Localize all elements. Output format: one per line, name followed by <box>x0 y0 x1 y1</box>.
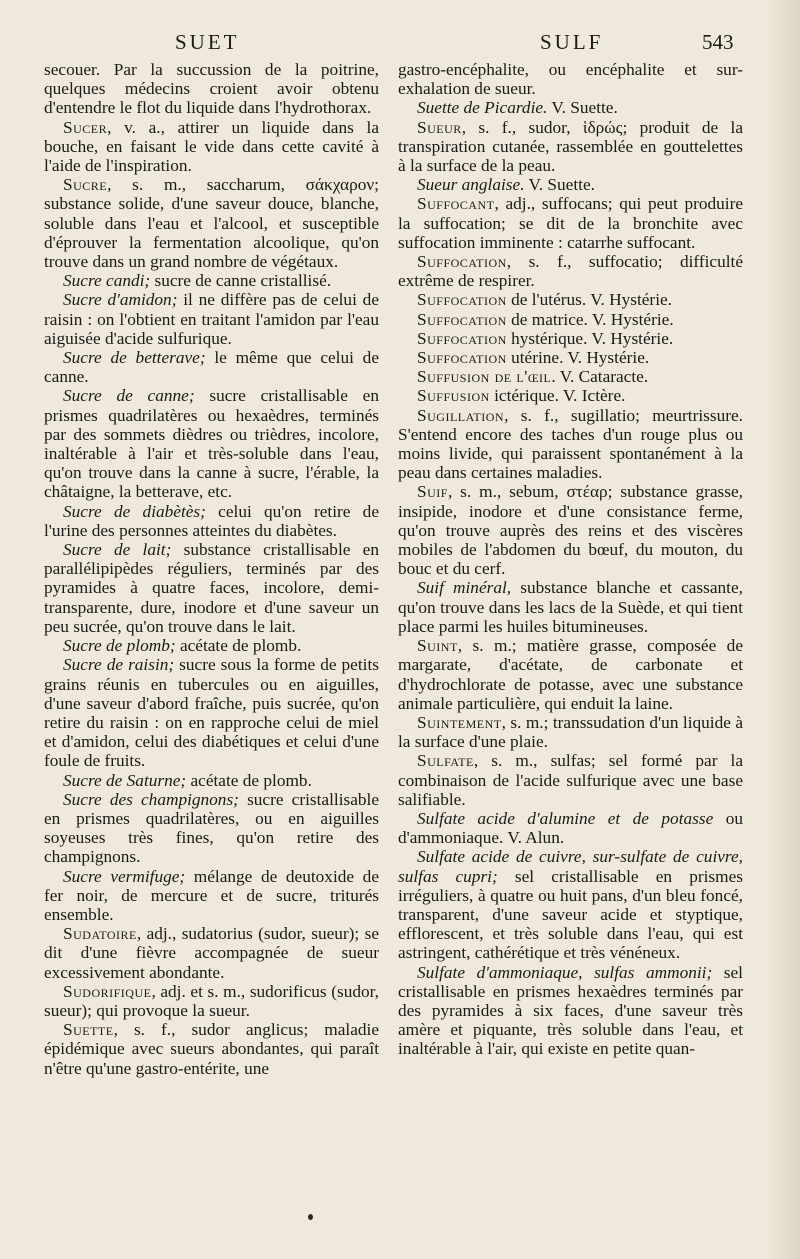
entry-headword: Suffusion de l'œil <box>417 367 552 387</box>
dictionary-entry <box>398 406 743 483</box>
dictionary-entry <box>398 329 743 348</box>
dictionary-entry <box>398 98 743 117</box>
entry-definition: , s. m.; transsudation d'un liquide à la surface d'une plaie. <box>398 712 743 752</box>
entry-definition: celui qu'on retire de l'urine des personnes atteintes du diabètes. <box>44 501 379 540</box>
entry-headword: Suette <box>63 1020 114 1040</box>
entry-definition: . V. Cataracte. <box>551 367 649 387</box>
dictionary-entry <box>44 118 379 176</box>
entry-definition: ou d'ammoniaque. V. Alun. <box>398 808 743 848</box>
entry-definition: acétate de plomb. <box>175 636 302 656</box>
entry-headword: Suffocation <box>417 252 507 272</box>
entry-headword: Sucer <box>63 117 108 137</box>
dictionary-entry <box>44 502 379 540</box>
entry-definition: sel cristallisable en prismes hexaèdres terminés par des pyramides à six faces, d'une saveur très amère et piquante, très soluble dans l'eau, et inaltérable à l'air, qui existe en petite quan- <box>398 962 743 1059</box>
entry-definition: , adj., suffocans; qui peut produire la suffocation; se dit de la bronchite avec suffocation imminente : catarrhe suffocant. <box>398 194 743 252</box>
dictionary-entry <box>398 252 743 290</box>
entry-definition: , s. f., sugillatio; meurtrissure. S'entend encore des taches d'un rouge plus ou moins livide, qui paraissent spontanément à la peau dans certaines maladies. <box>398 405 743 483</box>
entry-subterm: Sulfate acide de cuivre, sur-sulfate de cuivre, sulfas cupri; <box>398 847 743 886</box>
entry-subterm: Sueur anglaise. <box>417 175 525 195</box>
entry-subterm: Sucre de diabètès; <box>63 501 206 521</box>
entry-headword: Suintement <box>417 712 502 732</box>
dictionary-entry <box>398 809 743 847</box>
entry-definition: il ne diffère pas de celui de raisin : on l'obtient en traitant l'amidon par l'eau aiguisée d'acide sulfurique. <box>44 290 379 348</box>
entry-headword: Suif <box>417 482 448 502</box>
dictionary-entry <box>44 540 379 636</box>
entry-definition: sel cristallisable en prismes irréguliers, à quatre ou huit pans, d'un bleu foncé, transparent, d'une saveur acide et styptique, efflorescent, et très soluble dans l'eau, qui est astringent, cathérétique et très vénéneux. <box>398 866 743 963</box>
entry-definition: , s. f., sudor anglicus; maladie épidémique avec sueurs abondantes, qui paraît n'être qu'une gastro-entérite, une <box>44 1020 379 1078</box>
entry-definition: acétate de plomb. <box>186 770 312 790</box>
entry-headword: Sugillation <box>417 405 505 425</box>
header-left-word: SUET <box>175 30 240 54</box>
entry-definition: , s. m.; matière grasse, composée de margarate, d'acétate, de carbonate et d'hydrochlorate de potasse, avec une substance animale particulière, qui enduit la laine. <box>398 636 743 713</box>
entry-headword: Suffocation <box>417 328 507 348</box>
entry-definition: , s. m., saccharum, σάκχαρον; substance solide, d'une saveur douce, blanche, soluble dans l'eau et l'alcool, et susceptible d'éprouver la fermentation alcoolique, qu'on trouve dans un grand nombre de végétaux. <box>44 175 379 272</box>
entry-headword: Suint <box>417 636 458 656</box>
entry-definition: , v. a., attirer un liquide dans la bouche, en faisant le vide dans cette cavité à l'aide de l'inspiration. <box>44 117 379 176</box>
entry-subterm: Sucre de plomb; <box>63 636 176 656</box>
entry-headword: Sudatoire <box>63 924 137 944</box>
entry-definition: , adj. et s. m., sudorificus (sudor, sueur); qui provoque la sueur. <box>44 981 379 1020</box>
entry-definition: substance blanche et cassante, qu'on trouve dans les lacs de la Suède, et qui tient place parmi les huiles bitumineuses. <box>398 578 743 636</box>
dictionary-entry <box>398 963 743 1059</box>
dictionary-entry <box>398 636 743 713</box>
dictionary-entry <box>44 271 379 290</box>
entry-definition: sucre cristallisable en prismes quadrilatères ou hexaèdres, terminés par des sommets dièdres ou trièdres, incolore, inaltérable à l'air et très-soluble dans l'eau, qu'on trouve dans la canne à sucre, l'érable, la châtaigne, la betterave, etc. <box>44 386 379 502</box>
entry-subterm: Sulfate d'ammoniaque, sulfas ammonii; <box>417 962 713 982</box>
dictionary-entry <box>398 386 743 405</box>
dictionary-entry <box>44 1020 379 1078</box>
dictionary-entry <box>398 578 743 636</box>
dictionary-entry <box>398 367 743 386</box>
dictionary-entry <box>44 636 379 655</box>
entry-subterm: Sucre de Saturne; <box>63 770 187 790</box>
dictionary-entry <box>398 118 743 176</box>
entry-definition: V. Suette. <box>524 175 595 195</box>
dictionary-entry <box>398 348 743 367</box>
entry-subterm: Suette de Picardie. <box>417 98 548 118</box>
entry-headword: Sueur <box>417 117 462 137</box>
dictionary-entry <box>398 290 743 309</box>
dictionary-entry <box>44 771 379 790</box>
entry-definition: de matrice. V. Hystérie. <box>506 309 674 329</box>
right-column <box>398 60 743 1059</box>
entry-definition: sucre de canne cristallisé. <box>150 271 332 291</box>
entry-headword: Sudorifique <box>63 981 152 1001</box>
entry-subterm: Sucre des champignons; <box>63 789 239 809</box>
entry-headword: Suffocant <box>417 194 495 214</box>
entry-subterm: Sucre d'amidon; <box>63 290 178 310</box>
entry-definition: , adj., sudatorius (sudor, sueur); se dit d'une fièvre accompagnée de sueur excessivement abondante. <box>44 924 379 982</box>
entry-subterm: Sulfate acide d'alumine et de potasse <box>417 808 714 828</box>
dictionary-entry <box>398 60 743 98</box>
entry-definition: ictérique. V. Ictère. <box>489 386 626 406</box>
dictionary-entry <box>398 751 743 809</box>
entry-headword: Suffocation <box>417 309 507 329</box>
dictionary-entry <box>44 982 379 1020</box>
entry-subterm: Sucre de raisin; <box>63 655 175 675</box>
entry-headword: Suffocation <box>417 290 507 310</box>
entry-subterm: Sucre vermifuge; <box>63 866 186 886</box>
ink-dot <box>308 1214 313 1220</box>
entry-subterm: Sucre candi; <box>63 271 151 291</box>
entry-headword: Sulfate <box>417 751 474 771</box>
dictionary-entry <box>44 60 379 118</box>
dictionary-entry <box>44 924 379 982</box>
entry-definition: substance cristallisable en parallélipipèdes réguliers, terminés par des pyramides à quatre faces, incolore, demi-transparente, dure, inodore et d'une saveur un peu sucrée, qu'on trouve dans le lait. <box>44 540 379 636</box>
entry-definition: de l'utérus. V. Hystérie. <box>506 290 672 310</box>
entry-definition: mélange de deutoxide de fer noir, de mercure et de sucre, triturés ensemble. <box>44 866 379 924</box>
entry-definition: sucre cristallisable en prismes quadrilatères, ou en aiguilles soyeuses très fines, qu'on retire des champignons. <box>44 789 379 867</box>
dictionary-entry <box>398 310 743 329</box>
entry-definition: , s. f., suffocatio; difficulté extrême de respirer. <box>398 252 743 291</box>
left-column <box>44 60 379 1078</box>
entry-definition: , s. m., sebum, στέαρ; substance grasse, insipide, inodore et d'une consistance ferme, qu'on trouve auprès des reins et des viscères mobiles de l'abdomen du bœuf, du mouton, du bouc et du cerf. <box>398 482 743 579</box>
dictionary-entry <box>44 867 379 925</box>
entry-definition: utérine. V. Hystérie. <box>506 348 650 368</box>
running-header <box>0 30 800 58</box>
entry-definition: le même que celui de canne. <box>44 348 379 387</box>
entry-definition: V. Suette. <box>547 98 618 118</box>
dictionary-entry <box>44 175 379 271</box>
entry-definition: , s. m., sulfas; sel formé par la combinaison de l'acide sulfurique avec une base salifiable. <box>398 751 743 809</box>
entry-headword: Suffusion <box>417 386 490 406</box>
entry-headword: Suffocation <box>417 348 507 368</box>
dictionary-entry <box>398 175 743 194</box>
entry-definition: , s. f., sudor, ἱδρώς; produit de la transpiration cutanée, rassemblée en gouttelettes à la surface de la peau. <box>398 117 743 176</box>
dictionary-entry <box>398 713 743 751</box>
page-number: 543 <box>702 30 734 54</box>
entry-definition: gastro-encéphalite, ou encéphalite et sur-exhalation de sueur. <box>398 60 743 99</box>
dictionary-entry <box>398 194 743 252</box>
page-edge-shadow <box>766 0 800 1259</box>
dictionary-entry <box>398 482 743 578</box>
dictionary-entry <box>44 655 379 770</box>
entry-definition: sucre sous la forme de petits grains réunis en tubercules ou en aiguilles, d'une saveur d'abord fraîche, puis sucrée, qu'on retire du raisin : on en rapproche celui de miel et d'amidon, celui des diabétiques et celui d'une foule de fruits. <box>44 655 379 771</box>
entry-definition: hystérique. V. Hystérie. <box>506 328 674 348</box>
entry-subterm: Sucre de betterave; <box>63 348 206 368</box>
entry-subterm: Suif minéral, <box>417 578 512 598</box>
dictionary-entry <box>44 348 379 386</box>
dictionary-entry <box>44 386 379 501</box>
header-center-word: SULF <box>540 30 604 54</box>
entry-headword: Sucre <box>63 175 108 195</box>
dictionary-entry <box>44 290 379 348</box>
dictionary-entry <box>398 847 743 962</box>
dictionary-entry <box>44 790 379 867</box>
entry-subterm: Sucre de canne; <box>63 386 195 406</box>
entry-subterm: Sucre de lait; <box>63 540 172 560</box>
entry-definition: secouer. Par la succussion de la poitrine, quelques médecins croient avoir obtenu d'entendre le flot du liquide dans l'hydrothorax. <box>44 60 379 118</box>
